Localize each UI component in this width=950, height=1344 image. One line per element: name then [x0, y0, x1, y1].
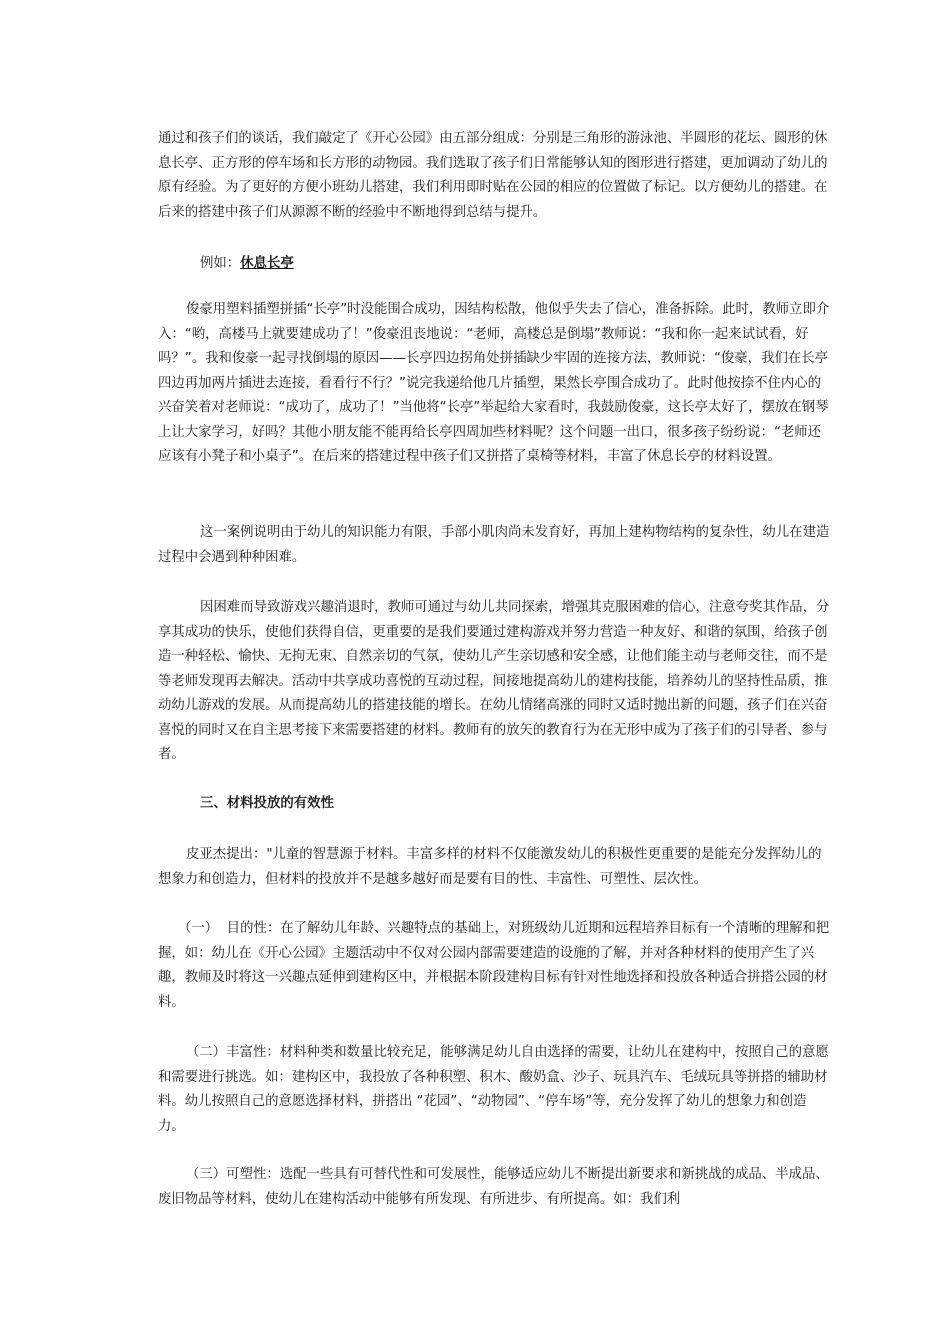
example-heading	[200, 252, 294, 276]
paragraph-richness: （二）丰富性：材料种类和数量比较充足，能够满足幼儿自由选择的需要，让幼儿在建构中，按照自己的意愿和需要进行挑选。如：建构区中，我投放了各种积塑、积木、酸奶盒、沙子、玩具汽车、毛绒玩具等拼搭的辅助材料。幼儿按照自己的意愿选择材料，拼搭出 “花园”、“动物园”、“停车场”等，充分发挥了幼儿的想象力和创造力。	[158, 1045, 829, 1134]
paragraph-plasticity: （三）可塑性：选配一些具有可替代性和可发展性，能够适应幼儿不断提出新要求和新挑战的成品、半成品、废旧物品等材料，使幼儿在建构活动中能够有所发现、有所进步、有所提高。如：我们利	[158, 1167, 829, 1207]
paragraph-piaget: 皮亚杰提出："儿童的智慧源于材料。丰富多样的材料不仅能激发幼儿的积极性更重要的是能充分发挥幼儿的想象力和创造力，但材料的投放并不是越多越好而是要有目的性、丰富性、可塑性、层次性。	[158, 847, 822, 887]
example-label: 例如：	[200, 256, 241, 271]
paragraph-purposefulness: （一） 目的性：在了解幼儿年龄、兴趣特点的基础上，对班级幼儿近期和远程培养目标有一个清晰的理解和把握，如：幼儿在《开心公园》主题活动中不仅对公园内部需要建造的设施的了解，并对各种材料的使用产生了兴趣，教师及时将这一兴趣点延伸到建构区中，并根据本阶段建构目标有针对性地选择和投放各种适合拼搭公园的材料。	[158, 921, 830, 1010]
section-three-heading: 三、材料投放的有效性	[200, 796, 334, 811]
paragraph-pavilion-case: 俊豪用塑料插塑拼插“长亭”时没能围合成功，因结构松散，他似乎失去了信心，准备拆除。此时，教师立即介入：“哟，高楼马上就要建成功了！”俊豪沮丧地说：“老师，高楼总是倒塌”教师说：“我和你一起来试试看，好吗？”。我和俊豪一起寻找倒塌的原因——长亭四边拐角处拼插缺少牢固的连接方法，教师说：“俊豪，我们在长亭四边再加两片插进去连接，看看行不行？”说完我递给他几片插塑，果然长亭围合成功了。此时他按捺不住内心的兴奋笑着对老师说：“成功了，成功了！”当他将“长亭”举起给大家看时，我鼓励俊豪，这长亭太好了，摆放在钢琴上让大家学习，好吗？其他小朋友能不能再给长亭四周加些材料呢？这个问题一出口，很多孩子纷纷说：“老师还应该有小凳子和小桌子”。在后来的搭建过程中孩子们又拼搭了桌椅等材料，丰富了休息长亭的材料设置。	[158, 302, 830, 464]
paragraph-case-analysis: 这一案例说明由于幼儿的知识能力有限，手部小肌肉尚未发育好，再加上建构物结构的复杂性，幼儿在建造过程中会遇到种种困难。	[158, 525, 830, 565]
paragraph-park-composition: 通过和孩子们的谈话，我们敲定了《开心公园》由五部分组成：分别是三角形的游泳池、半圆形的花坛、圆形的休息长亭、正方形的停车场和长方形的动物园。我们选取了孩子们日常能够认知的图形进行搭建，更加调动了幼儿的原有经验。为了更好的方便小班幼儿搭建，我们利用即时贴在公园的相应的位置做了标记。以方便幼儿的搭建。在后来的搭建中孩子们从源源不断的经验中不断地得到总结与提升。	[158, 131, 828, 220]
example-title: 休息长亭	[240, 256, 294, 271]
paragraph-teacher-support: 因困难而导致游戏兴趣消退时，教师可通过与幼儿共同探索，增强其克服困难的信心，注意夸奖其作品，分享其成功的快乐，使他们获得自信，更重要的是我们要通过建构游戏并努力营造一种友好、和谐的氛围，给孩子创造一种轻松、愉快、无拘无束、自然亲切的气氛，使幼儿产生亲切感和安全感，让他们能主动与老师交往，而不是等老师发现再去解决。活动中共享成功喜悦的互动过程，间接地提高幼儿的建构技能，培养幼儿的坚持性品质，推动幼儿游戏的发展。从而提高幼儿的搭建技能的增长。在幼儿情绪高涨的同时又适时抛出新的问题，孩子们在兴奋喜悦的同时又在自主思考接下来需要搭建的材料。教师有的放矢的教育行为在无形中成为了孩子们的引导者、参与者。	[158, 600, 830, 762]
